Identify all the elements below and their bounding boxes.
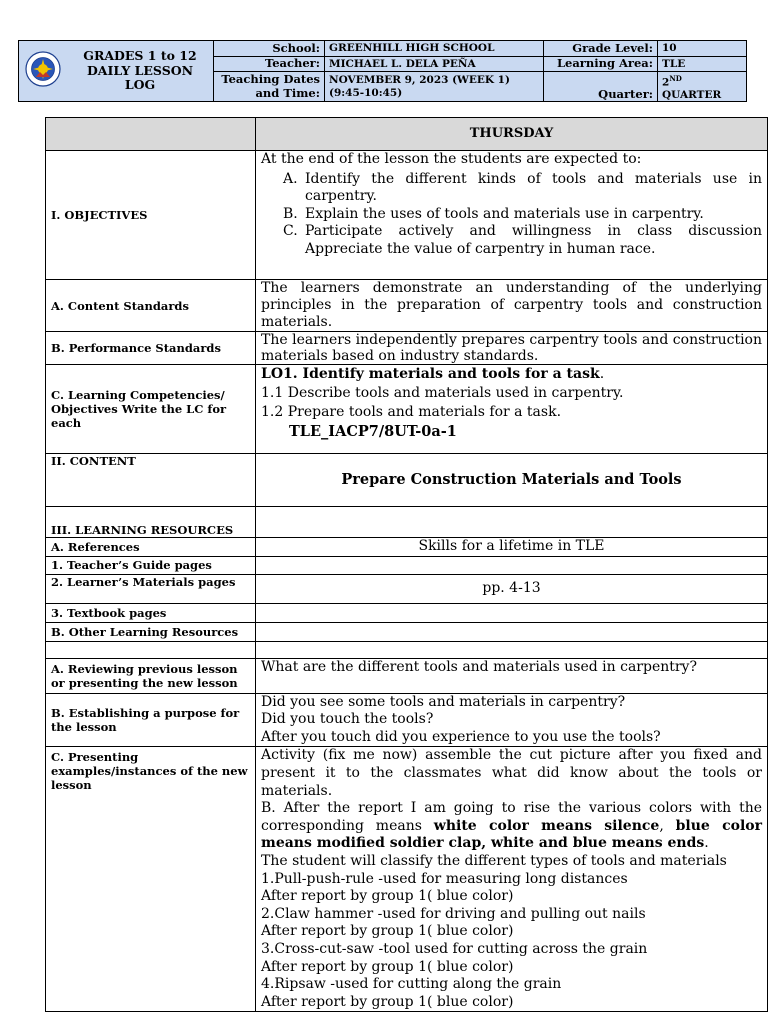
competencies-row xyxy=(46,365,768,454)
report-line: After report by group 1( blue color) xyxy=(261,923,514,940)
tool-line: 1.Pull-push-rule -used for measuring long distances xyxy=(261,870,628,887)
learning-area-label: Learning Area: xyxy=(544,56,658,72)
learning-resources-label: III. LEARNING RESOURCES xyxy=(46,507,256,538)
content-row xyxy=(46,454,768,507)
color-comma: , xyxy=(659,817,676,834)
objective-letter: A. xyxy=(283,170,298,187)
quarter-value xyxy=(658,72,747,102)
quarter-label: Quarter: xyxy=(544,72,658,102)
objectives-intro: At the end of the lesson the students are expected to: xyxy=(261,151,642,167)
school-label: School: xyxy=(214,41,325,57)
reviewing-text: What are the different tools and materials used in carpentry? xyxy=(256,658,768,693)
header-table xyxy=(18,40,747,102)
tool-line: 4.Ripsaw -used for cutting along the grain xyxy=(261,976,562,993)
objective-item xyxy=(283,223,762,258)
other-resources-value xyxy=(256,622,768,641)
learner-materials-label: 2. Learner’s Materials pages xyxy=(46,574,256,603)
other-resources-label: B. Other Learning Resources xyxy=(46,622,256,641)
other-resources-row xyxy=(46,622,768,641)
spacer-cell-left xyxy=(46,641,256,658)
references-label: A. References xyxy=(46,538,256,557)
content-standards-text: The learners demonstrate an understanding of the underlying principles in the preparation of carpentry tools and construction materials. xyxy=(256,280,768,332)
content-standards-label: A. Content Standards xyxy=(46,280,256,332)
color-intro: B. After the report I am going to rise the various colors with the corresponding means xyxy=(261,800,762,834)
objectives-label: I. OBJECTIVES xyxy=(46,151,256,280)
deped-seal-icon xyxy=(25,51,61,87)
textbook-value xyxy=(256,603,768,622)
white-color-meaning: white color means silence xyxy=(433,817,660,834)
presenting-row xyxy=(46,747,768,1012)
performance-standards-label: B. Performance Standards xyxy=(46,332,256,365)
spacer-cell-right xyxy=(256,641,768,658)
reviewing-row xyxy=(46,658,768,693)
objectives-row xyxy=(46,151,768,280)
learner-materials-row xyxy=(46,574,768,603)
color-instructions xyxy=(261,800,762,853)
objective-letter: B. xyxy=(283,205,298,222)
purpose-line: After you touch did you experience to you use the tools? xyxy=(261,728,661,745)
quarter-word: QUARTER xyxy=(662,88,722,101)
purpose-line: Did you touch the tools? xyxy=(261,711,434,728)
spacer-row xyxy=(46,641,768,658)
quarter-number: 2 xyxy=(662,76,670,89)
activity-text: Activity (fix me now) assemble the cut picture after you fixed and present it to the classmates what did know about the tools or materials. xyxy=(261,747,762,799)
learning-resources-blank xyxy=(256,507,768,538)
presenting-label: C. Presenting examples/instances of the new lesson xyxy=(46,747,256,1012)
competency-item: 1.1 Describe tools and materials used in carpentry. xyxy=(261,385,624,401)
purpose-line: Did you see some tools and materials in carpentry? xyxy=(261,693,626,710)
tool-line: 3.Cross-cut-saw -tool used for cutting across the grain xyxy=(261,940,648,957)
teacher-guide-value xyxy=(256,556,768,574)
day-header-row xyxy=(46,118,768,151)
purpose-label: B. Establishing a purpose for the lesson xyxy=(46,693,256,747)
lo-title: LO1. Identify materials and tools for a task xyxy=(261,366,600,382)
report-line: After report by group 1( blue color) xyxy=(261,993,514,1010)
learning-area-value: TLE xyxy=(658,56,747,72)
competency-code: TLE_IACP7/8UT-0a-1 xyxy=(289,423,457,440)
lo-heading xyxy=(261,365,762,384)
tool-line: 2.Claw hammer -used for driving and pulling out nails xyxy=(261,905,646,922)
objectives-list xyxy=(261,171,762,259)
teaching-dates-value: NOVEMBER 9, 2023 (WEEK 1) (9:45-10:45) xyxy=(325,72,544,102)
classify-text: The student will classify the different types of tools and materials xyxy=(261,852,727,869)
learning-resources-row xyxy=(46,507,768,538)
objective-text: Identify the different kinds of tools and materials use in carpentry. xyxy=(305,170,762,205)
teacher-guide-row xyxy=(46,556,768,574)
teaching-dates-label: Teaching Dates and Time: xyxy=(214,72,325,102)
competency-item: 1.2 Prepare tools and materials for a task. xyxy=(261,404,562,420)
teacher-value: MICHAEL L. DELA PEÑA xyxy=(325,56,544,72)
textbook-row xyxy=(46,603,768,622)
deped-seal xyxy=(19,41,68,102)
objectives-content xyxy=(256,151,768,280)
teacher-guide-label: 1. Teacher’s Guide pages xyxy=(46,556,256,574)
performance-standards-text: The learners independently prepares carpentry tools and construction materials based on industry standards. xyxy=(256,332,768,365)
objective-item xyxy=(283,206,762,224)
header-blank-cell xyxy=(46,118,256,151)
purpose-row xyxy=(46,693,768,747)
references-row xyxy=(46,538,768,557)
content-title: Prepare Construction Materials and Tools xyxy=(256,454,768,507)
teacher-label: Teacher: xyxy=(214,56,325,72)
report-line: After report by group 1( blue color) xyxy=(261,958,514,975)
school-value: GREENHILL HIGH SCHOOL xyxy=(325,41,544,57)
references-value: Skills for a lifetime in TLE xyxy=(256,538,768,557)
content-label: II. CONTENT xyxy=(46,454,256,507)
day-heading: THURSDAY xyxy=(256,118,768,151)
log-title: GRADES 1 to 12 DAILY LESSON LOG xyxy=(67,41,214,102)
grade-level-label: Grade Level: xyxy=(544,41,658,57)
objective-item xyxy=(283,171,762,206)
presenting-content xyxy=(256,747,768,1012)
reviewing-label: A. Reviewing previous lesson or presenting the new lesson xyxy=(46,658,256,693)
competencies-content xyxy=(256,365,768,454)
objective-letter: C. xyxy=(283,223,298,240)
purpose-content xyxy=(256,693,768,747)
objective-text: Participate actively and willingness in class discussion Appreciate the value of carpentry in human race. xyxy=(305,223,762,257)
lo-period: . xyxy=(599,366,605,382)
learner-materials-value: pp. 4-13 xyxy=(256,574,768,603)
grade-level-value: 10 xyxy=(658,41,747,57)
lesson-table xyxy=(45,117,768,1012)
report-line: After report by group 1( blue color) xyxy=(261,888,514,905)
performance-standards-row xyxy=(46,332,768,365)
textbook-label: 3. Textbook pages xyxy=(46,603,256,622)
blue-color-meaning: blue color means modified soldier clap, white and blue means ends xyxy=(261,817,763,852)
content-standards-row xyxy=(46,280,768,332)
color-period: . xyxy=(704,835,709,852)
competencies-label: C. Learning Competencies/ Objectives Write the LC for each xyxy=(46,365,256,454)
objective-text: Explain the uses of tools and materials use in carpentry. xyxy=(305,205,704,222)
quarter-suffix: ND xyxy=(669,74,682,84)
